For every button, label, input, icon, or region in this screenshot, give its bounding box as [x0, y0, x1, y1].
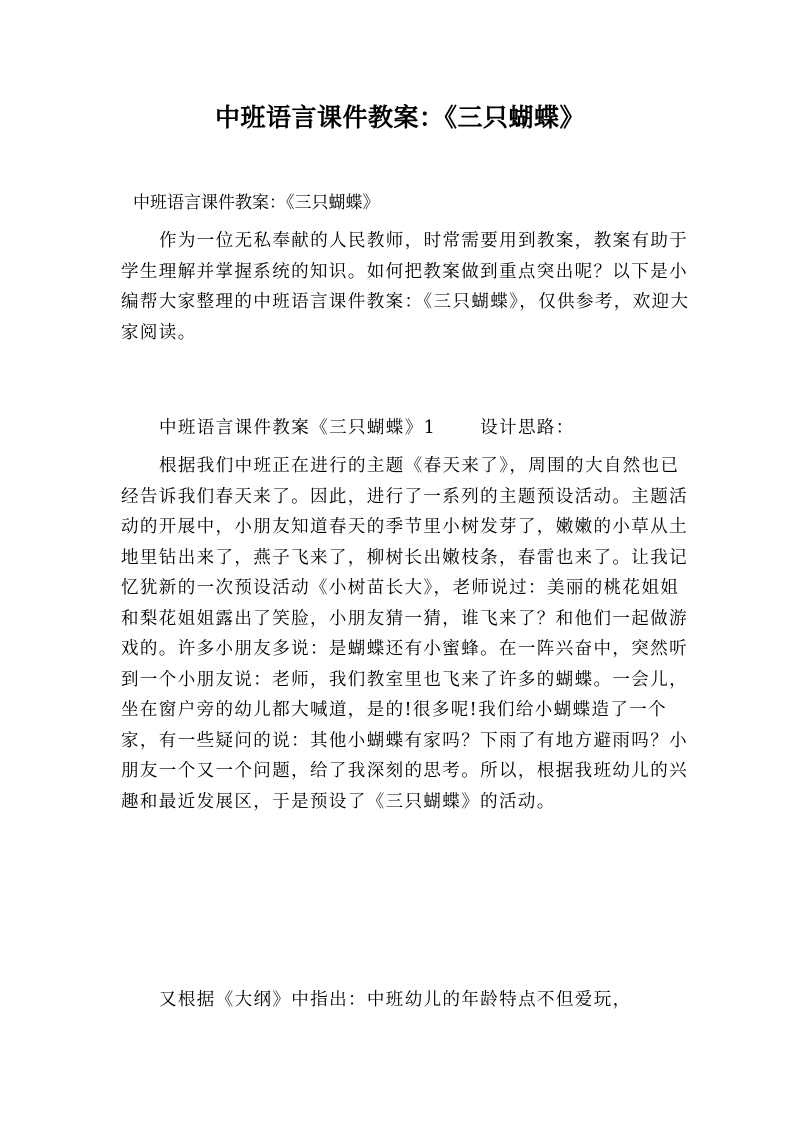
document-subtitle: 中班语言课件教案：《三只蝴蝶》	[133, 193, 380, 213]
intro-paragraph: 作为一位无私奉献的人民教师，时常需要用到教案，教案有助于学生理解并掌握系统的知识。如何把教案做到重点突出呢？以下是小编帮大家整理的中班语言课件教案：《三只蝴蝶》，仅供参考，欢迎大家阅读。	[121, 231, 690, 343]
section-label: 设计思路：	[480, 418, 575, 438]
body-paragraph: 根据我们中班正在进行的主题《春天来了》，周围的大自然也已经告诉我们春天来了。因此，进行了一系列的主题预设活动。主题活动的开展中，小朋友知道春天的季节里小树发芽了，嫩嫩的小草从土地里钻出来了，燕子飞来了，柳树长出嫩枝条，春雷也来了。让我记忆犹新的一次预设活动《小树苗长大》，老师说过：美丽的桃花姐姐和梨花姐姐露出了笑脸，小朋友猜一猜，谁飞来了？和他们一起做游戏的。许多小朋友多说：是蝴蝶还有小蜜蜂。在一阵兴奋中，突然听到一个小朋友说：老师，我们教室里也飞来了许多的蝴蝶。一会儿，坐在窗户旁的幼儿都大喊道，是的!很多呢!我们给小蝴蝶造了一个家，有一些疑问的说：其他小蝴蝶有家吗？下雨了有地方避雨吗？小朋友一个又一个问题，给了我深刻的思考。所以，根据我班幼儿的兴趣和最近发展区，于是预设了《三只蝴蝶》的活动。	[121, 456, 688, 812]
body-paragraph: 又根据《大纲》中指出：中班幼儿的年龄特点不但爱玩，	[159, 990, 632, 1010]
section-heading-line	[121, 413, 691, 444]
section-heading: 中班语言课件教案《三只蝴蝶》1	[159, 418, 437, 438]
document-title: 中班语言课件教案：《三只蝴蝶》	[214, 103, 585, 132]
